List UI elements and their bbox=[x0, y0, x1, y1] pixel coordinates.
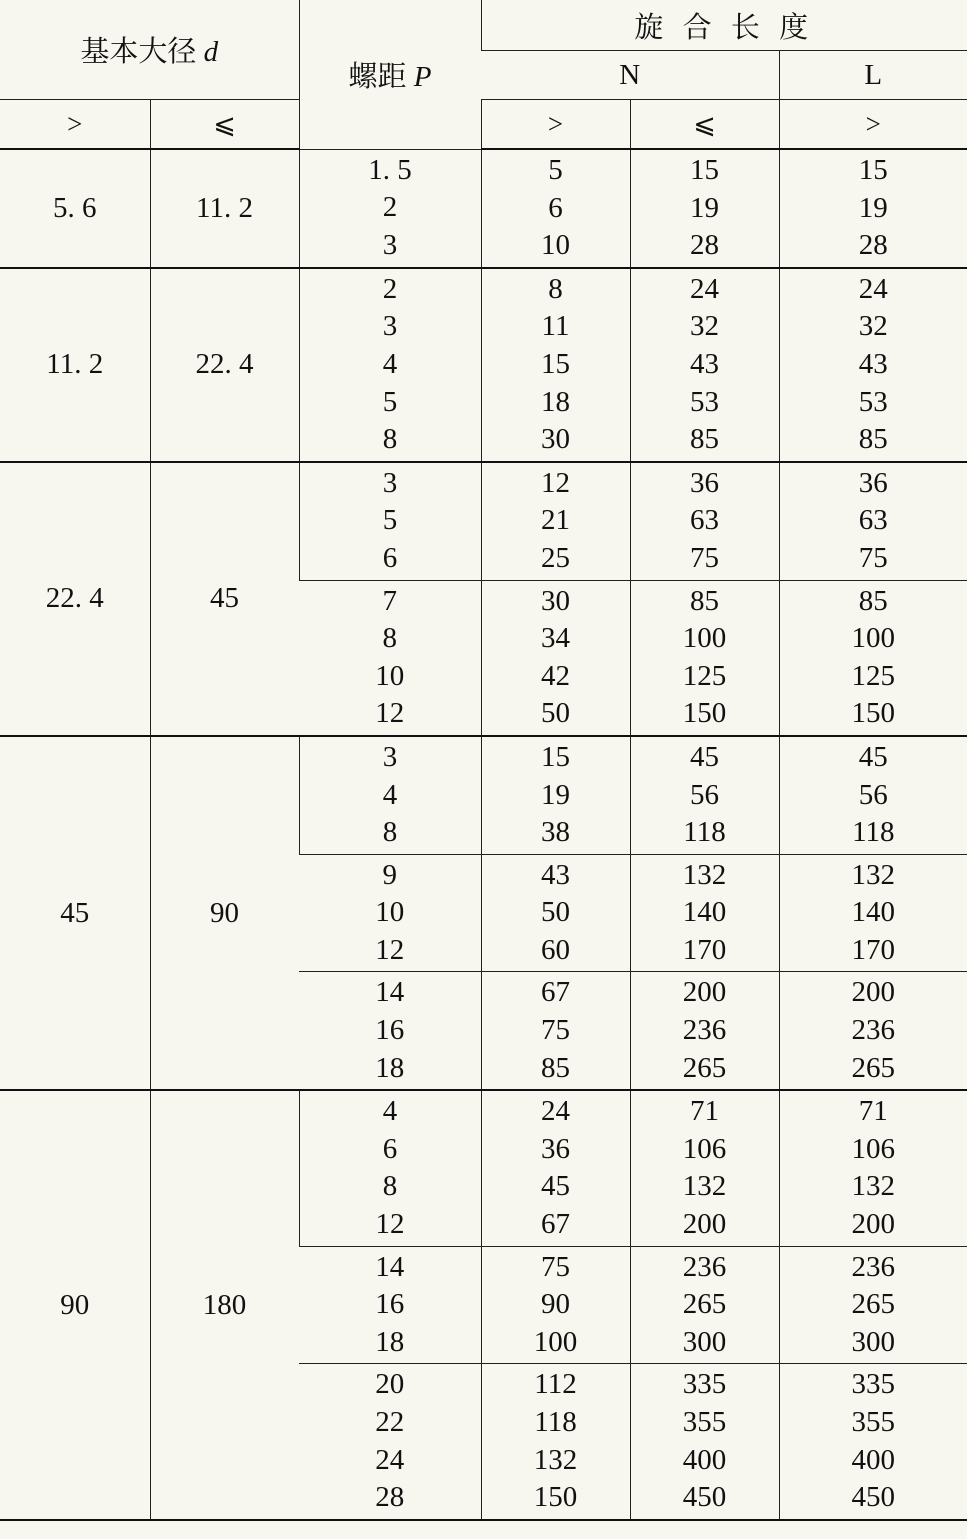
header-L-gt: > bbox=[779, 100, 967, 150]
cell-N-gt-value: 10 bbox=[541, 229, 571, 262]
cell-N-le-values bbox=[631, 269, 779, 461]
cell-N-gt-values bbox=[482, 463, 630, 580]
cell-N-gt-value: 30 bbox=[541, 423, 571, 456]
cell-N-gt-values bbox=[482, 269, 630, 461]
cell-pitch-value: 10 bbox=[375, 659, 405, 692]
cell-L-gt-values bbox=[780, 1364, 967, 1518]
cell-pitch bbox=[299, 736, 481, 854]
cell-N-le-value: 106 bbox=[682, 1132, 727, 1165]
cell-L-gt-values bbox=[780, 972, 967, 1089]
cell-pitch-value: 4 bbox=[382, 778, 398, 811]
cell-L-gt-value: 100 bbox=[851, 622, 896, 655]
cell-N-le-value: 28 bbox=[690, 229, 720, 262]
cell-d-gt: 11. 2 bbox=[0, 268, 150, 462]
cell-d-gt: 45 bbox=[0, 736, 150, 1090]
cell-L-gt-value: 355 bbox=[851, 1406, 896, 1438]
cell-L-gt-value: 132 bbox=[851, 858, 896, 891]
cell-N-gt bbox=[481, 580, 630, 736]
cell-N-gt-value: 25 bbox=[541, 541, 571, 574]
cell-N-le-value: 63 bbox=[690, 504, 720, 537]
cell-pitch bbox=[299, 462, 481, 580]
cell-L-gt-value: 265 bbox=[851, 1051, 896, 1084]
cell-pitch-value: 8 bbox=[382, 622, 398, 655]
cell-N-gt-value: 43 bbox=[541, 858, 571, 891]
table-row bbox=[0, 736, 967, 854]
cell-N-le-value: 32 bbox=[690, 310, 720, 343]
cell-L-gt-value: 125 bbox=[851, 659, 896, 692]
cell-L-gt bbox=[779, 1246, 967, 1364]
cell-pitch-value: 16 bbox=[375, 1288, 405, 1321]
cell-pitch-value: 18 bbox=[375, 1051, 405, 1084]
cell-pitch-value: 5 bbox=[382, 385, 398, 418]
cell-L-gt bbox=[779, 736, 967, 854]
table-row bbox=[0, 149, 967, 268]
cell-N-le-value: 140 bbox=[682, 896, 727, 929]
cell-N-le bbox=[630, 462, 779, 580]
cell-N-gt-values bbox=[482, 1364, 630, 1518]
cell-N-gt-value: 34 bbox=[541, 622, 571, 655]
cell-N-gt-values bbox=[482, 1247, 630, 1364]
cell-L-gt-value: 24 bbox=[858, 272, 888, 305]
cell-N-le-value: 265 bbox=[682, 1051, 727, 1084]
cell-pitch-value: 16 bbox=[375, 1014, 405, 1047]
cell-N-gt-value: 42 bbox=[541, 659, 571, 692]
cell-N-le bbox=[630, 268, 779, 462]
cell-N-le-value: 45 bbox=[690, 740, 720, 773]
cell-N-gt bbox=[481, 462, 630, 580]
cell-N-le-value: 100 bbox=[682, 622, 727, 655]
cell-N-gt-values bbox=[482, 150, 630, 267]
cell-L-gt-values bbox=[780, 150, 967, 267]
cell-N-gt-values bbox=[482, 972, 630, 1089]
cell-pitch-values bbox=[299, 972, 481, 1089]
cell-pitch-value: 1. 5 bbox=[368, 153, 412, 186]
cell-N-gt-value: 132 bbox=[533, 1443, 578, 1476]
cell-L-gt-value: 335 bbox=[851, 1368, 896, 1401]
cell-N-gt-value: 75 bbox=[541, 1014, 571, 1047]
cell-N-gt-value: 50 bbox=[541, 896, 571, 929]
cell-pitch bbox=[299, 972, 481, 1090]
cell-N-gt bbox=[481, 736, 630, 854]
cell-pitch-value: 22 bbox=[375, 1406, 405, 1438]
cell-N-le-value: 236 bbox=[682, 1014, 727, 1047]
cell-N-le-value: 36 bbox=[690, 466, 720, 499]
cell-N-le-value: 85 bbox=[690, 584, 720, 617]
cell-pitch-value: 3 bbox=[382, 466, 398, 499]
cell-N-gt-values bbox=[482, 737, 630, 854]
cell-d-gt: 22. 4 bbox=[0, 462, 150, 736]
header-pitch bbox=[299, 0, 481, 149]
cell-pitch-value: 7 bbox=[382, 584, 398, 617]
cell-N-gt bbox=[481, 149, 630, 268]
cell-L-gt-values bbox=[780, 1247, 967, 1364]
cell-N-le-values bbox=[631, 1364, 779, 1518]
cell-N-le bbox=[630, 854, 779, 972]
header-d-gt: > bbox=[0, 100, 150, 150]
pitch-symbol: P bbox=[413, 60, 432, 93]
cell-N-le-value: 450 bbox=[682, 1481, 727, 1514]
cell-N-gt-value: 45 bbox=[541, 1170, 571, 1203]
cell-pitch-value: 8 bbox=[382, 1170, 398, 1203]
cell-pitch bbox=[299, 1090, 481, 1246]
cell-d-gt: 5. 6 bbox=[0, 149, 150, 268]
cell-L-gt-value: 53 bbox=[858, 385, 888, 418]
cell-N-gt-value: 50 bbox=[541, 697, 571, 730]
cell-L-gt-value: 236 bbox=[851, 1250, 896, 1283]
cell-pitch-value: 14 bbox=[375, 1250, 405, 1283]
cell-L-gt-values bbox=[780, 737, 967, 854]
cell-N-le-value: 43 bbox=[690, 347, 720, 380]
cell-L-gt-value: 75 bbox=[858, 541, 888, 574]
header-N-le: ⩽ bbox=[630, 100, 779, 150]
cell-L-gt-value: 36 bbox=[858, 466, 888, 499]
table-row bbox=[0, 1090, 967, 1246]
table-body bbox=[0, 149, 967, 1520]
cell-pitch-value: 20 bbox=[375, 1368, 405, 1401]
cell-pitch bbox=[299, 149, 481, 268]
cell-d-le: 45 bbox=[150, 462, 299, 736]
cell-N-gt bbox=[481, 1090, 630, 1246]
cell-L-gt-values bbox=[780, 463, 967, 580]
cell-N-gt-value: 6 bbox=[548, 191, 563, 224]
cell-pitch-values bbox=[299, 855, 481, 972]
cell-N-le bbox=[630, 1090, 779, 1246]
cell-N-le-value: 19 bbox=[690, 191, 720, 224]
cell-N-le-value: 300 bbox=[682, 1325, 727, 1358]
cell-L-gt-value: 300 bbox=[851, 1325, 896, 1358]
cell-pitch-value: 10 bbox=[375, 896, 405, 929]
cell-N-gt-value: 150 bbox=[533, 1481, 578, 1514]
cell-N-gt-value: 15 bbox=[541, 347, 571, 380]
cell-N-gt-value: 38 bbox=[541, 816, 571, 849]
cell-N-le bbox=[630, 1364, 779, 1520]
cell-pitch-value: 12 bbox=[375, 933, 405, 966]
cell-N-gt-value: 11 bbox=[541, 310, 570, 343]
cell-L-gt bbox=[779, 462, 967, 580]
cell-N-le-values bbox=[631, 463, 779, 580]
cell-L-gt-value: 200 bbox=[851, 1208, 896, 1241]
table-row bbox=[0, 268, 967, 462]
cell-N-gt-value: 24 bbox=[541, 1095, 571, 1128]
cell-N-gt-value: 75 bbox=[541, 1250, 571, 1283]
diameter-symbol: d bbox=[203, 36, 219, 68]
cell-N-gt-value: 21 bbox=[541, 504, 571, 537]
cell-L-gt bbox=[779, 1364, 967, 1520]
cell-pitch bbox=[299, 854, 481, 972]
cell-N-le-value: 200 bbox=[682, 1208, 727, 1241]
cell-pitch-value: 12 bbox=[375, 1208, 405, 1241]
cell-d-le: 90 bbox=[150, 736, 299, 1090]
cell-N-le-values bbox=[631, 581, 779, 735]
cell-N-le-values bbox=[631, 972, 779, 1089]
cell-N-gt-value: 60 bbox=[541, 933, 571, 966]
cell-N-gt-values bbox=[482, 1091, 630, 1245]
cell-N-le-value: 236 bbox=[682, 1250, 727, 1283]
cell-N-le-value: 150 bbox=[682, 697, 727, 730]
cell-d-gt: 90 bbox=[0, 1090, 150, 1520]
cell-L-gt-value: 140 bbox=[851, 896, 896, 929]
cell-N-le-value: 355 bbox=[682, 1406, 727, 1438]
cell-L-gt-values bbox=[780, 269, 967, 461]
cell-L-gt-value: 450 bbox=[851, 1481, 896, 1514]
cell-N-le-values bbox=[631, 1091, 779, 1245]
cell-L-gt-value: 32 bbox=[858, 310, 888, 343]
cell-pitch bbox=[299, 268, 481, 462]
cell-pitch-value: 2 bbox=[382, 272, 398, 305]
cell-pitch bbox=[299, 580, 481, 736]
cell-N-le-value: 118 bbox=[683, 816, 726, 849]
cell-L-gt-value: 118 bbox=[852, 816, 895, 849]
cell-pitch-value: 6 bbox=[382, 541, 398, 574]
cell-pitch-values bbox=[300, 150, 481, 267]
pitch-label: 螺距 bbox=[348, 60, 407, 93]
table-row bbox=[0, 462, 967, 580]
cell-d-le: 22. 4 bbox=[150, 268, 299, 462]
cell-N-gt-value: 100 bbox=[533, 1325, 578, 1358]
cell-N-le-values bbox=[631, 737, 779, 854]
cell-N-le-value: 265 bbox=[682, 1288, 727, 1321]
cell-N-le bbox=[630, 736, 779, 854]
cell-pitch bbox=[299, 1364, 481, 1520]
cell-L-gt-value: 132 bbox=[851, 1170, 896, 1203]
cell-N-gt-value: 19 bbox=[541, 778, 571, 811]
cell-N-le-value: 85 bbox=[690, 423, 720, 456]
cell-N-gt-value: 67 bbox=[541, 976, 571, 1009]
cell-pitch-values bbox=[300, 463, 481, 580]
cell-L-gt-values bbox=[780, 855, 967, 972]
cell-N-le-value: 15 bbox=[690, 154, 720, 186]
cell-L-gt-value: 71 bbox=[858, 1095, 888, 1128]
cell-L-gt-value: 28 bbox=[858, 229, 888, 262]
cell-N-le-value: 53 bbox=[690, 385, 720, 418]
cell-L-gt bbox=[779, 149, 967, 268]
header-basic-major-diameter bbox=[0, 0, 299, 100]
cell-N-gt-value: 5 bbox=[548, 154, 563, 186]
cell-pitch-values bbox=[299, 1247, 481, 1364]
cell-pitch-value: 28 bbox=[375, 1481, 405, 1514]
header-d-le: ⩽ bbox=[150, 100, 299, 150]
cell-pitch-values bbox=[300, 269, 481, 461]
cell-L-gt-values bbox=[780, 581, 967, 735]
cell-pitch-value: 5 bbox=[382, 504, 398, 537]
header-group-L: L bbox=[779, 51, 967, 100]
cell-N-le-values bbox=[631, 855, 779, 972]
cell-L-gt-value: 106 bbox=[851, 1132, 896, 1165]
cell-N-le-value: 132 bbox=[682, 1170, 727, 1203]
cell-L-gt-value: 45 bbox=[858, 740, 888, 773]
cell-L-gt-value: 85 bbox=[858, 584, 888, 617]
cell-pitch-value: 4 bbox=[382, 1095, 398, 1128]
cell-pitch-value: 6 bbox=[382, 1132, 398, 1165]
cell-N-gt-values bbox=[482, 581, 630, 735]
cell-N-le-value: 132 bbox=[682, 858, 727, 891]
cell-L-gt bbox=[779, 972, 967, 1090]
cell-L-gt bbox=[779, 1090, 967, 1246]
cell-L-gt-value: 200 bbox=[851, 976, 896, 1009]
cell-N-gt-value: 67 bbox=[541, 1208, 571, 1241]
cell-L-gt-value: 236 bbox=[851, 1014, 896, 1047]
cell-L-gt-value: 400 bbox=[851, 1443, 896, 1476]
cell-N-le-value: 75 bbox=[690, 541, 720, 574]
cell-N-gt bbox=[481, 972, 630, 1090]
cell-pitch-value: 8 bbox=[382, 816, 398, 849]
cell-L-gt-value: 265 bbox=[851, 1288, 896, 1321]
cell-L-gt-values bbox=[780, 1091, 967, 1245]
cell-pitch-value: 3 bbox=[382, 740, 398, 773]
cell-N-gt-value: 18 bbox=[541, 385, 571, 418]
cell-pitch-value: 4 bbox=[382, 347, 398, 380]
cell-N-gt bbox=[481, 1364, 630, 1520]
cell-pitch-value: 3 bbox=[382, 228, 398, 261]
cell-N-le-value: 335 bbox=[682, 1368, 727, 1401]
cell-L-gt-value: 15 bbox=[858, 154, 888, 186]
cell-N-le bbox=[630, 1246, 779, 1364]
header-group-N: N bbox=[481, 51, 779, 100]
cell-N-gt-value: 15 bbox=[541, 740, 571, 773]
cell-pitch-value: 3 bbox=[382, 310, 398, 343]
cell-pitch-value: 14 bbox=[375, 976, 405, 1009]
diameter-label: 基本大径 bbox=[80, 36, 197, 68]
cell-N-le bbox=[630, 149, 779, 268]
cell-N-gt-value: 112 bbox=[534, 1368, 577, 1401]
cell-L-gt-value: 19 bbox=[858, 191, 888, 224]
cell-N-le-values bbox=[631, 1247, 779, 1364]
cell-pitch-value: 24 bbox=[375, 1443, 405, 1476]
cell-L-gt-value: 63 bbox=[858, 504, 888, 537]
cell-pitch-value: 12 bbox=[375, 697, 405, 730]
cell-pitch-values bbox=[300, 737, 481, 854]
cell-N-le-value: 125 bbox=[682, 659, 727, 692]
cell-d-le: 11. 2 bbox=[150, 149, 299, 268]
cell-pitch-values bbox=[300, 1091, 481, 1245]
cell-N-gt-value: 30 bbox=[541, 584, 571, 617]
cell-pitch-value: 18 bbox=[375, 1325, 405, 1358]
cell-N-le-value: 200 bbox=[682, 976, 727, 1009]
cell-N-gt-value: 90 bbox=[541, 1288, 571, 1321]
cell-pitch-values bbox=[299, 1364, 481, 1518]
cell-N-gt-values bbox=[482, 855, 630, 972]
cell-L-gt bbox=[779, 854, 967, 972]
cell-N-le-value: 170 bbox=[682, 933, 727, 966]
cell-N-le-values bbox=[631, 150, 779, 267]
cell-d-le: 180 bbox=[150, 1090, 299, 1520]
cell-N-le-value: 24 bbox=[690, 272, 720, 305]
cell-L-gt-value: 85 bbox=[858, 423, 888, 456]
cell-N-le-value: 71 bbox=[690, 1095, 720, 1128]
cell-N-le bbox=[630, 972, 779, 1090]
cell-N-gt-value: 85 bbox=[541, 1051, 571, 1084]
cell-L-gt-value: 56 bbox=[858, 778, 888, 811]
cell-pitch bbox=[299, 1246, 481, 1364]
cell-pitch-value: 9 bbox=[382, 858, 398, 891]
cell-pitch-values bbox=[299, 581, 481, 735]
cell-L-gt bbox=[779, 268, 967, 462]
cell-L-gt bbox=[779, 580, 967, 736]
cell-pitch-value: 8 bbox=[382, 423, 398, 456]
header-N-gt: > bbox=[481, 100, 630, 150]
cell-pitch-value: 2 bbox=[382, 191, 398, 224]
cell-L-gt-value: 43 bbox=[858, 347, 888, 380]
cell-N-gt-value: 118 bbox=[534, 1406, 577, 1438]
cell-L-gt-value: 150 bbox=[851, 697, 896, 730]
cell-N-gt bbox=[481, 1246, 630, 1364]
cell-N-gt bbox=[481, 268, 630, 462]
cell-N-gt-value: 36 bbox=[541, 1132, 571, 1165]
cell-N-le-value: 56 bbox=[690, 778, 720, 811]
cell-N-gt-value: 8 bbox=[548, 272, 563, 305]
cell-N-gt bbox=[481, 854, 630, 972]
cell-N-gt-value: 12 bbox=[541, 466, 571, 499]
cell-N-le bbox=[630, 580, 779, 736]
cell-L-gt-value: 170 bbox=[851, 933, 896, 966]
header-engagement-length: 旋 合 长 度 bbox=[481, 0, 967, 51]
cell-N-le-value: 400 bbox=[682, 1443, 727, 1476]
